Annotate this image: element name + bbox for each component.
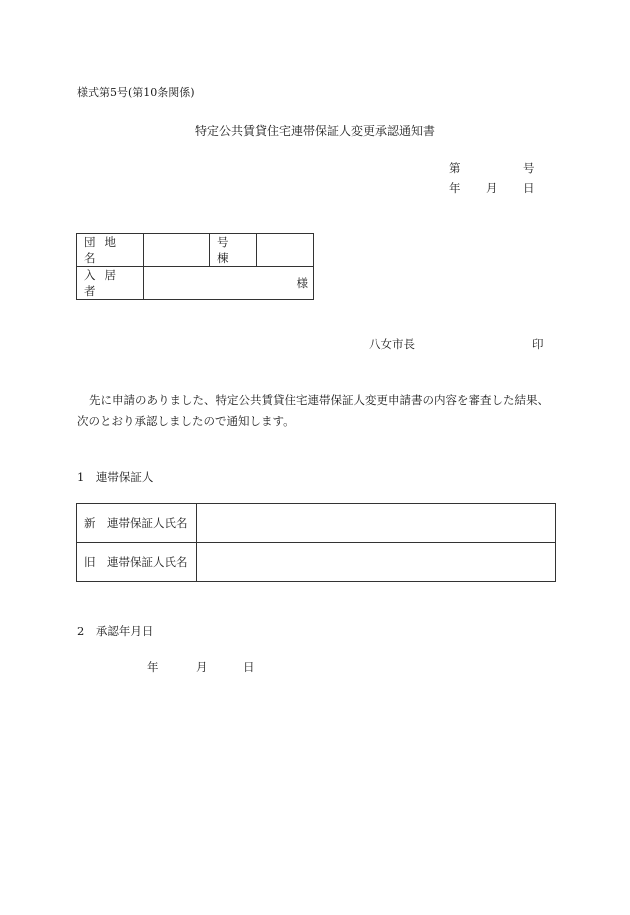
approval-month: 月 bbox=[196, 660, 208, 674]
danchi-field[interactable] bbox=[144, 234, 210, 267]
guarantor-table bbox=[76, 503, 556, 582]
section1-heading: 1 連帯保証人 bbox=[77, 470, 154, 484]
number-go: 号 bbox=[523, 161, 535, 175]
date-day: 日 bbox=[523, 181, 535, 195]
document-title: 特定公共賃貸住宅連帯保証人変更承認通知書 bbox=[194, 124, 435, 138]
new-guarantor-field[interactable] bbox=[197, 504, 556, 543]
sama-suffix: 様 bbox=[296, 276, 308, 290]
goto-label: 号棟 bbox=[210, 234, 257, 267]
date-year: 年 bbox=[449, 181, 461, 195]
nyukyo-field[interactable] bbox=[144, 267, 314, 300]
seal-mark: 印 bbox=[532, 337, 544, 351]
body-paragraph: 先に申請のありました、特定公共賃貸住宅連帯保証人変更申請書の内容を審査した結果、次のとおり承認しましたので通知します。 bbox=[77, 393, 549, 428]
table-row bbox=[77, 267, 314, 300]
danchi-label: 団地名 bbox=[77, 234, 144, 267]
table-row bbox=[77, 543, 556, 582]
new-guarantor-label: 新 連帯保証人氏名 bbox=[77, 504, 197, 543]
approval-day: 日 bbox=[243, 660, 255, 674]
table-row bbox=[77, 234, 314, 267]
table-row bbox=[77, 504, 556, 543]
mayor-title: 八女市長 bbox=[369, 337, 415, 351]
section2-heading: 2 承認年月日 bbox=[77, 624, 154, 638]
approval-year: 年 bbox=[147, 660, 159, 674]
resident-table bbox=[76, 233, 314, 300]
old-guarantor-label: 旧 連帯保証人氏名 bbox=[77, 543, 197, 582]
nyukyo-label: 入居者 bbox=[77, 267, 144, 300]
number-dai: 第 bbox=[449, 161, 461, 175]
date-month: 月 bbox=[486, 181, 498, 195]
goto-field[interactable] bbox=[257, 234, 314, 267]
form-number: 様式第5号(第10条関係) bbox=[77, 86, 195, 99]
old-guarantor-field[interactable] bbox=[197, 543, 556, 582]
